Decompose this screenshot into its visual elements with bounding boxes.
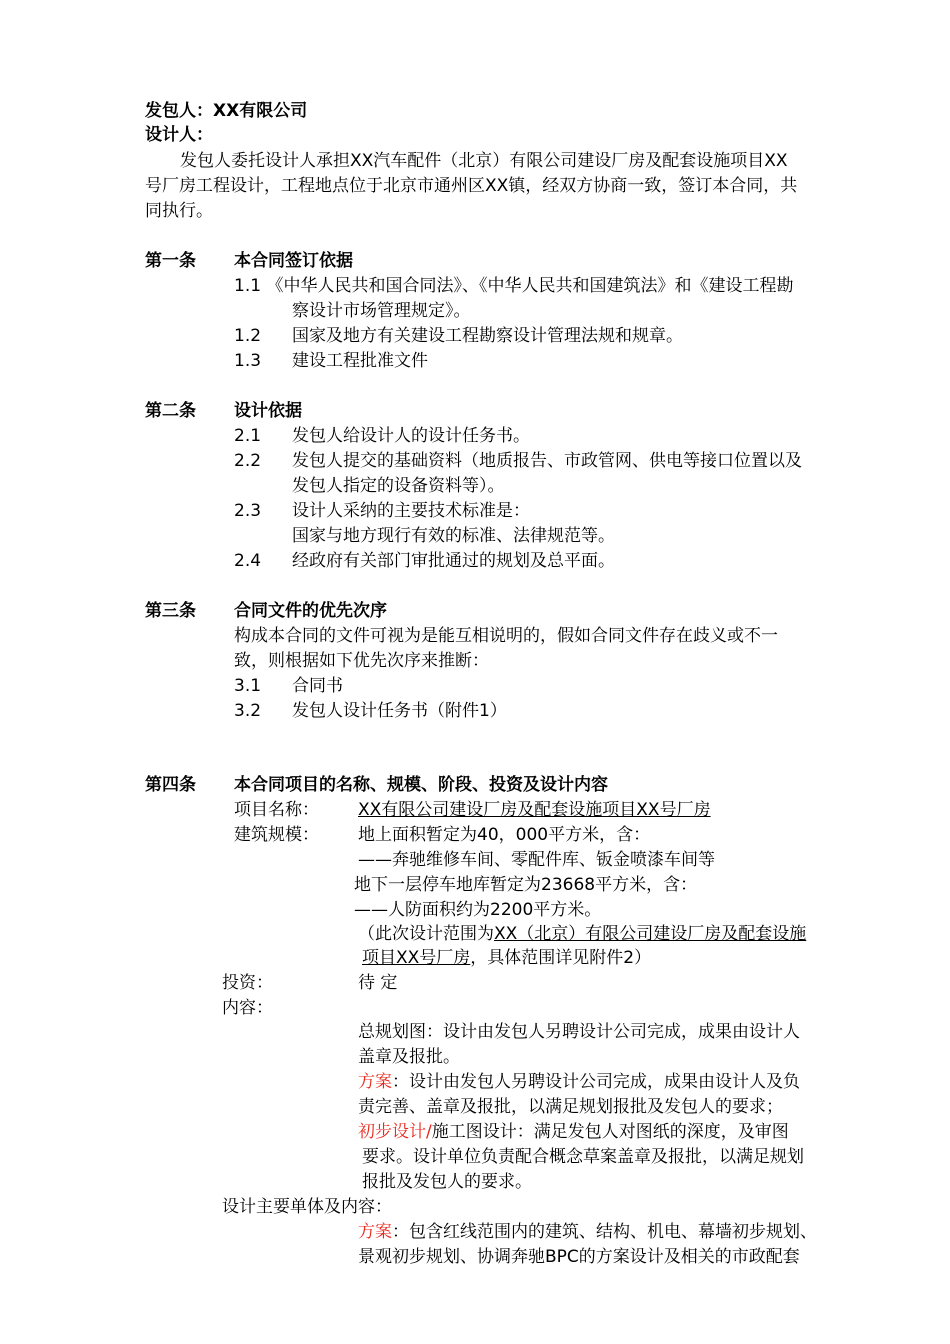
item-text: 发包人设计任务书（附件1）	[292, 701, 507, 721]
units-scheme-label: 方案	[358, 1222, 392, 1242]
master-plan-line-1: 总规划图：设计由发包人另聘设计公司完成，成果由设计人	[358, 1022, 800, 1042]
item-number: 3.1	[234, 676, 262, 696]
scale-line-2: ——奔驰维修车间、零配件库、钣金喷漆车间等	[358, 850, 715, 870]
item-text: 合同书	[292, 676, 343, 696]
scope-close: ，具体范围详见附件2）	[470, 948, 652, 968]
item-text: 经政府有关部门审批通过的规划及总平面。	[292, 551, 615, 571]
article2-item2	[234, 449, 802, 473]
scale-label: 建筑规模：	[234, 825, 319, 845]
item-number: 2.2	[234, 451, 262, 471]
scale-line-4: ——人防面积约为2200平方米。	[354, 900, 602, 920]
article2-item1	[234, 424, 530, 448]
article2-label: 第二条	[145, 401, 196, 421]
prelim-label: 初步设计/	[358, 1122, 432, 1142]
item-number: 2.3	[234, 501, 262, 521]
scope-line-2	[362, 946, 651, 970]
article3-desc-line2: 致，则根据如下优先次序来推断：	[234, 651, 489, 671]
scope-line-1	[358, 922, 806, 946]
scheme-line-1	[358, 1070, 800, 1094]
scheme-label: 方案	[358, 1072, 392, 1092]
prelim-text: 施工图设计：满足发包人对图纸的深度，及审图	[431, 1122, 789, 1142]
article1-item2	[234, 324, 683, 348]
scale-line-1: 地上面积暂定为40，000平方米，含：	[358, 825, 651, 845]
article3-title: 合同文件的优先次序	[234, 601, 387, 621]
intro-line-3: 同执行。	[145, 201, 213, 221]
scope-open: （此次设计范围为	[358, 924, 494, 944]
invest-value: 待 定	[358, 973, 398, 993]
intro-line-2: 号厂房工程设计，工程地点位于北京市通州区XX镇，经双方协商一致，签订本合同，共	[145, 176, 798, 196]
master-plan-line-2: 盖章及报批。	[358, 1047, 460, 1067]
item-number: 3.2	[234, 701, 262, 721]
article2-item3-line2: 国家与地方现行有效的标准、法律规范等。	[292, 526, 615, 546]
item-text: 设计人采纳的主要技术标准是：	[292, 501, 530, 521]
scheme-line-2: 责完善、盖章及报批，以满足规划报批及发包人的要求；	[358, 1097, 783, 1117]
article1-item1-line2: 察设计市场管理规定》。	[292, 301, 471, 321]
item-text: 国家及地方有关建设工程勘察设计管理法规和规章。	[292, 326, 683, 346]
designer-line: 设计人：	[145, 125, 213, 145]
prelim-line-1	[358, 1120, 789, 1144]
scope-underlined-2: 项目XX号厂房	[362, 948, 471, 968]
item-text: 发包人给设计人的设计任务书。	[292, 426, 530, 446]
article1-label: 第一条	[145, 251, 196, 271]
project-name-label: 项目名称：	[234, 800, 319, 820]
intro-line-1: 发包人委托设计人承担XX汽车配件（北京）有限公司建设厂房及配套设施项目XX	[180, 151, 788, 171]
employer-line: 发包人：XX有限公司	[145, 101, 308, 121]
scheme-text: ：设计由发包人另聘设计公司完成，成果由设计人及负	[392, 1072, 800, 1092]
item-number: 1.3	[234, 351, 262, 371]
item-number: 2.4	[234, 551, 262, 571]
content-label: 内容：	[222, 998, 273, 1018]
article1-item3	[234, 349, 428, 373]
item-text: 建设工程批准文件	[292, 351, 428, 371]
article4-label: 第四条	[145, 775, 196, 795]
item-text: 发包人提交的基础资料（地质报告、市政管网、供电等接口位置以及	[292, 451, 802, 471]
article1-item1-line1: 1.1 《中华人民共和国合同法》、《中华人民共和国建筑法》和《建设工程勘	[234, 276, 794, 296]
article3-item2	[234, 699, 507, 723]
article2-item2-line2: 发包人指定的设备资料等）。	[292, 476, 505, 496]
invest-label: 投资：	[222, 973, 273, 993]
scale-line-3: 地下一层停车地库暂定为23668平方米，含：	[354, 875, 698, 895]
article3-desc-line1: 构成本合同的文件可视为是能互相说明的，假如合同文件存在歧义或不一	[234, 626, 778, 646]
article2-title: 设计依据	[234, 401, 302, 421]
article1-title: 本合同签订依据	[234, 251, 353, 271]
units-line-2: 景观初步规划、协调奔驰BPC的方案设计及相关的市政配套	[358, 1247, 800, 1267]
units-label: 设计主要单体及内容：	[222, 1197, 392, 1217]
project-name-value: XX有限公司建设厂房及配套设施项目XX号厂房	[358, 800, 711, 820]
article2-item4	[234, 549, 615, 573]
units-text: ：包含红线范围内的建筑、结构、机电、幕墙初步规划、	[392, 1222, 817, 1242]
scope-underlined-1: XX（北京）有限公司建设厂房及配套设施	[494, 924, 807, 944]
article3-item1	[234, 674, 343, 698]
article3-label: 第三条	[145, 601, 196, 621]
item-number: 2.1	[234, 426, 262, 446]
units-line-1	[358, 1220, 817, 1244]
prelim-line-2: 要求。设计单位负责配合概念草案盖章及报批，以满足规划	[362, 1147, 804, 1167]
article2-item3	[234, 499, 530, 523]
prelim-line-3: 报批及发包人的要求。	[362, 1172, 532, 1192]
item-number: 1.2	[234, 326, 262, 346]
article4-title: 本合同项目的名称、规模、阶段、投资及设计内容	[234, 775, 608, 795]
